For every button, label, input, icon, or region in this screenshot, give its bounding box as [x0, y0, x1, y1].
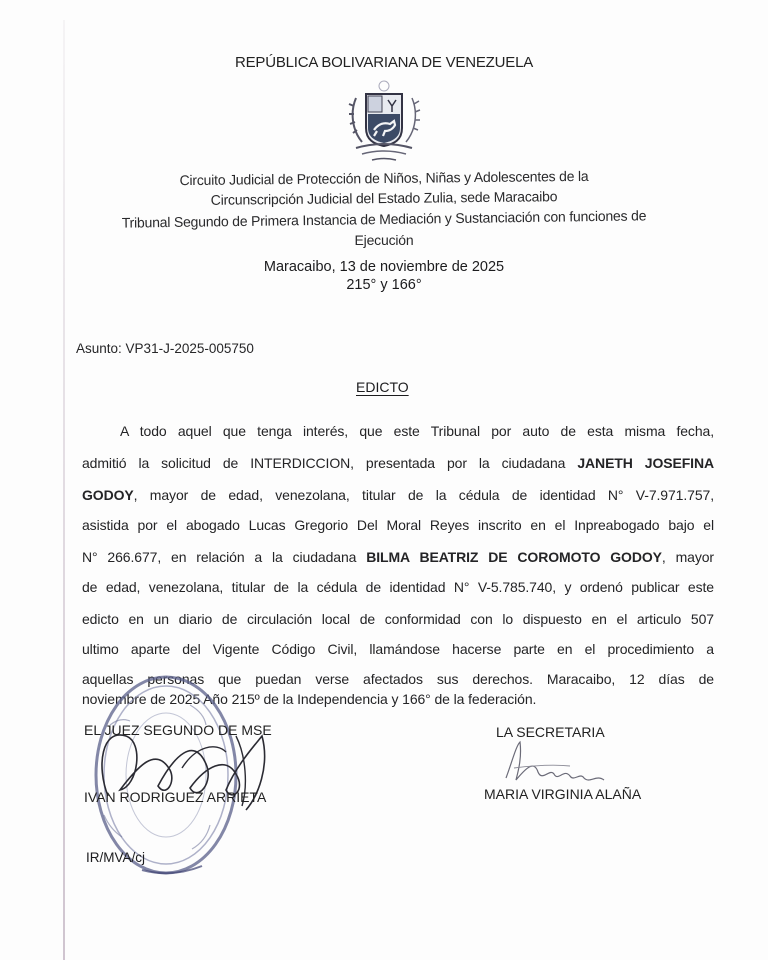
- text-segment: de edad, venezolana, titular de la cédula de identidad N° V-5.785.740, y ordenó publicar este: [82, 579, 714, 595]
- text-segment: edicto en un diario de circulación local de conformidad con lo dispuesto en el articulo 507: [82, 611, 714, 627]
- text-segment: asistida por el abogado Lucas Gregorio Del Moral Reyes inscrito en el Inpreabogado bajo el: [82, 517, 714, 533]
- document-initials: IR/MVA/cj: [86, 850, 146, 865]
- text-segment: , mayor: [661, 549, 714, 565]
- text-segment: aquellas personas que puedan verse afectados sus derechos. Maracaibo, 12 días de: [82, 671, 714, 687]
- edicto-line: [82, 691, 714, 707]
- edicto-line: [82, 455, 714, 471]
- court-line-3: Tribunal Segundo de Primera Instancia de Mediación y Sustanciación con funciones de: [121, 207, 647, 231]
- venezuela-coat-of-arms-icon: [342, 78, 426, 164]
- secretary-signature-icon: [500, 738, 610, 790]
- edicto-line: [82, 641, 714, 657]
- applicant-name: JANETH JOSEFINA: [577, 455, 714, 471]
- court-line-2: Circunscripción Judicial del Estado Zulia, sede Maracaibo: [210, 188, 558, 208]
- text-segment: noviembre de 2025 Año 215º de la Independencia y 166° de la federación.: [82, 691, 537, 707]
- court-line-1: Circuito Judicial de Protección de Niños, Niñas y Adolescentes de la: [179, 167, 589, 189]
- text-segment: A todo aquel que tenga interés, que este Tribunal por auto de esta misma fecha,: [120, 423, 714, 439]
- judge-title: EL JUEZ SEGUNDO DE MSE: [84, 722, 272, 738]
- edicto-title: EDICTO: [356, 379, 409, 395]
- document-date: Maracaibo, 13 de noviembre de 2025: [263, 259, 505, 275]
- secretary-name: MARIA VIRGINIA ALAÑA: [484, 786, 642, 802]
- edicto-line: [82, 517, 714, 533]
- paper-edge: [63, 20, 65, 960]
- edicto-line: [120, 423, 714, 439]
- country-heading: REPÚBLICA BOLIVARIANA DE VENEZUELA: [234, 54, 534, 71]
- case-subject-number: VP31-J-2025-005750: [125, 341, 254, 356]
- text-segment: admitió la solicitud de INTERDICCION, presentada por la ciudadana: [82, 455, 578, 471]
- subject-person-name: BILMA BEATRIZ DE COROMOTO GODOY: [366, 549, 662, 565]
- edicto-line: [82, 671, 714, 687]
- text-segment: ultimo aparte del Vigente Código Civil, llamándose hacerse parte en el procedimiento a: [82, 641, 714, 657]
- text-segment: , mayor de edad, venezolana, titular de la cédula de identidad N° V-7.971.757,: [133, 487, 714, 503]
- edicto-line: [82, 549, 714, 565]
- court-line-4: Ejecución: [354, 232, 414, 248]
- document-years: 215° y 166°: [346, 277, 422, 293]
- judge-name: IVAN RODRIGUEZ ARRIETA: [84, 789, 267, 805]
- edicto-line: [82, 579, 714, 595]
- applicant-surname: GODOY: [82, 487, 134, 503]
- case-subject: [76, 341, 254, 356]
- secretary-title: LA SECRETARIA: [496, 724, 605, 740]
- text-segment: N° 266.677, en relación a la ciudadana: [82, 549, 367, 565]
- case-subject-label: Asunto:: [76, 341, 122, 356]
- edicto-line: [82, 611, 714, 627]
- edicto-line: [82, 487, 714, 503]
